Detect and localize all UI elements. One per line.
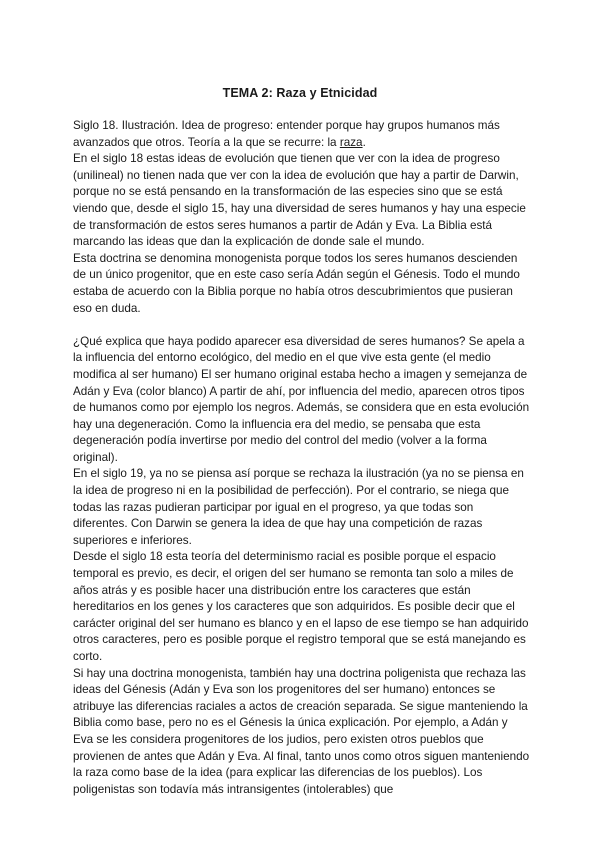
paragraph-1-end: . (362, 135, 366, 149)
paragraph-2: En el siglo 18 estas ideas de evolución que tienen que ver con la idea de progreso (unilineal) no tienen nada que ver con la idea de evolución que hay a partir de Darwin, porque no se está pensando en la transformación de las especies sino que se está viendo que, desde el siglo 15, hay una diversidad de seres humanos y hay una especie de transformación de estos seres humanos a partir de Adán y Eva. La Biblia está marcando las ideas que dan la explicación de donde sale el mundo. (73, 152, 526, 249)
paragraph-4: ¿Qué explica que haya podido aparecer esa diversidad de seres humanos? Se apela a la influencia del entorno ecológico, del medio en el que vive esta gente (el medio modifica al ser humano) El ser humano original estaba hecho a imagen y semejanza de Adán y Eva (color blanco) A partir de ahí, por influencia del medio, aparecen otros tipos de humanos como por ejemplo los negros. Además, se considera que en esta evolución hay una degeneración. Como la influencia era del medio, se pensaba que esta degeneración podía invertirse por medio del control del medio (volver a la forma original). (73, 334, 530, 464)
paragraph-1-text: Siglo 18. Ilustración. Idea de progreso: entender porque hay grupos humanos más avanzados que otros. Teoría a la que se recurre: la (73, 119, 500, 149)
underlined-term-raza: raza (339, 135, 363, 149)
paragraph-6: Desde el siglo 18 esta teoría del determinismo racial es posible porque el espacio temporal es previo, es decir, el origen del ser humano se remonta tan solo a miles de años atrás y es posible hacer una distribución entre los caracteres que están hereditarios en los genes y los caracteres que son adquiridos. Es posible decir que el carácter original del ser humano es blanco y en el lapso de ese tiempo se han adquirido otros caracteres, pero es posible porque el registro temporal que se está manejando es corto. (73, 550, 529, 663)
paragraph-1 (73, 118, 531, 151)
paragraph-gap (73, 317, 531, 334)
document-body (73, 118, 531, 798)
paragraph-3: Esta doctrina se denomina monogenista porque todos los seres humanos descienden de un único progenitor, que en este caso sería Adán según el Génesis. Todo el mundo estaba de acuerdo con la Biblia porque no había otros descubrimientos que pusieran eso en duda. (73, 251, 520, 315)
document-title: TEMA 2: Raza y Etnicidad (222, 86, 378, 100)
paragraph-7: Si hay una doctrina monogenista, también hay una doctrina poligenista que rechaza las ideas del Génesis (Adán y Eva son los progenitores del ser humano) entonces se atribuye las diferencias raciales a actos de creación separada. Se sigue manteniendo la Biblia como base, pero no es el Génesis la única explicación. Por ejemplo, a Adán y Eva se les considera progenitores de los judios, pero existen otros pueblos que provienen de antes que Adán y Eva. Al final, tanto unos como otros siguen manteniendo la raza como base de la idea (para explicar las diferencias de los pueblos). Los poligenistas son todavía más intransigentes (intolerables) que (73, 666, 530, 796)
paragraph-5: En el siglo 19, ya no se piensa así porque se rechaza la ilustración (ya no se piensa en la idea de progreso ni en la posibilidad de perfección). Por el contrario, se niega que todas las razas pudieran participar por igual en el progreso, ya que todas son diferentes. Con Darwin se genera la idea de que hay una competición de razas superiores e inferiores. (73, 467, 524, 547)
